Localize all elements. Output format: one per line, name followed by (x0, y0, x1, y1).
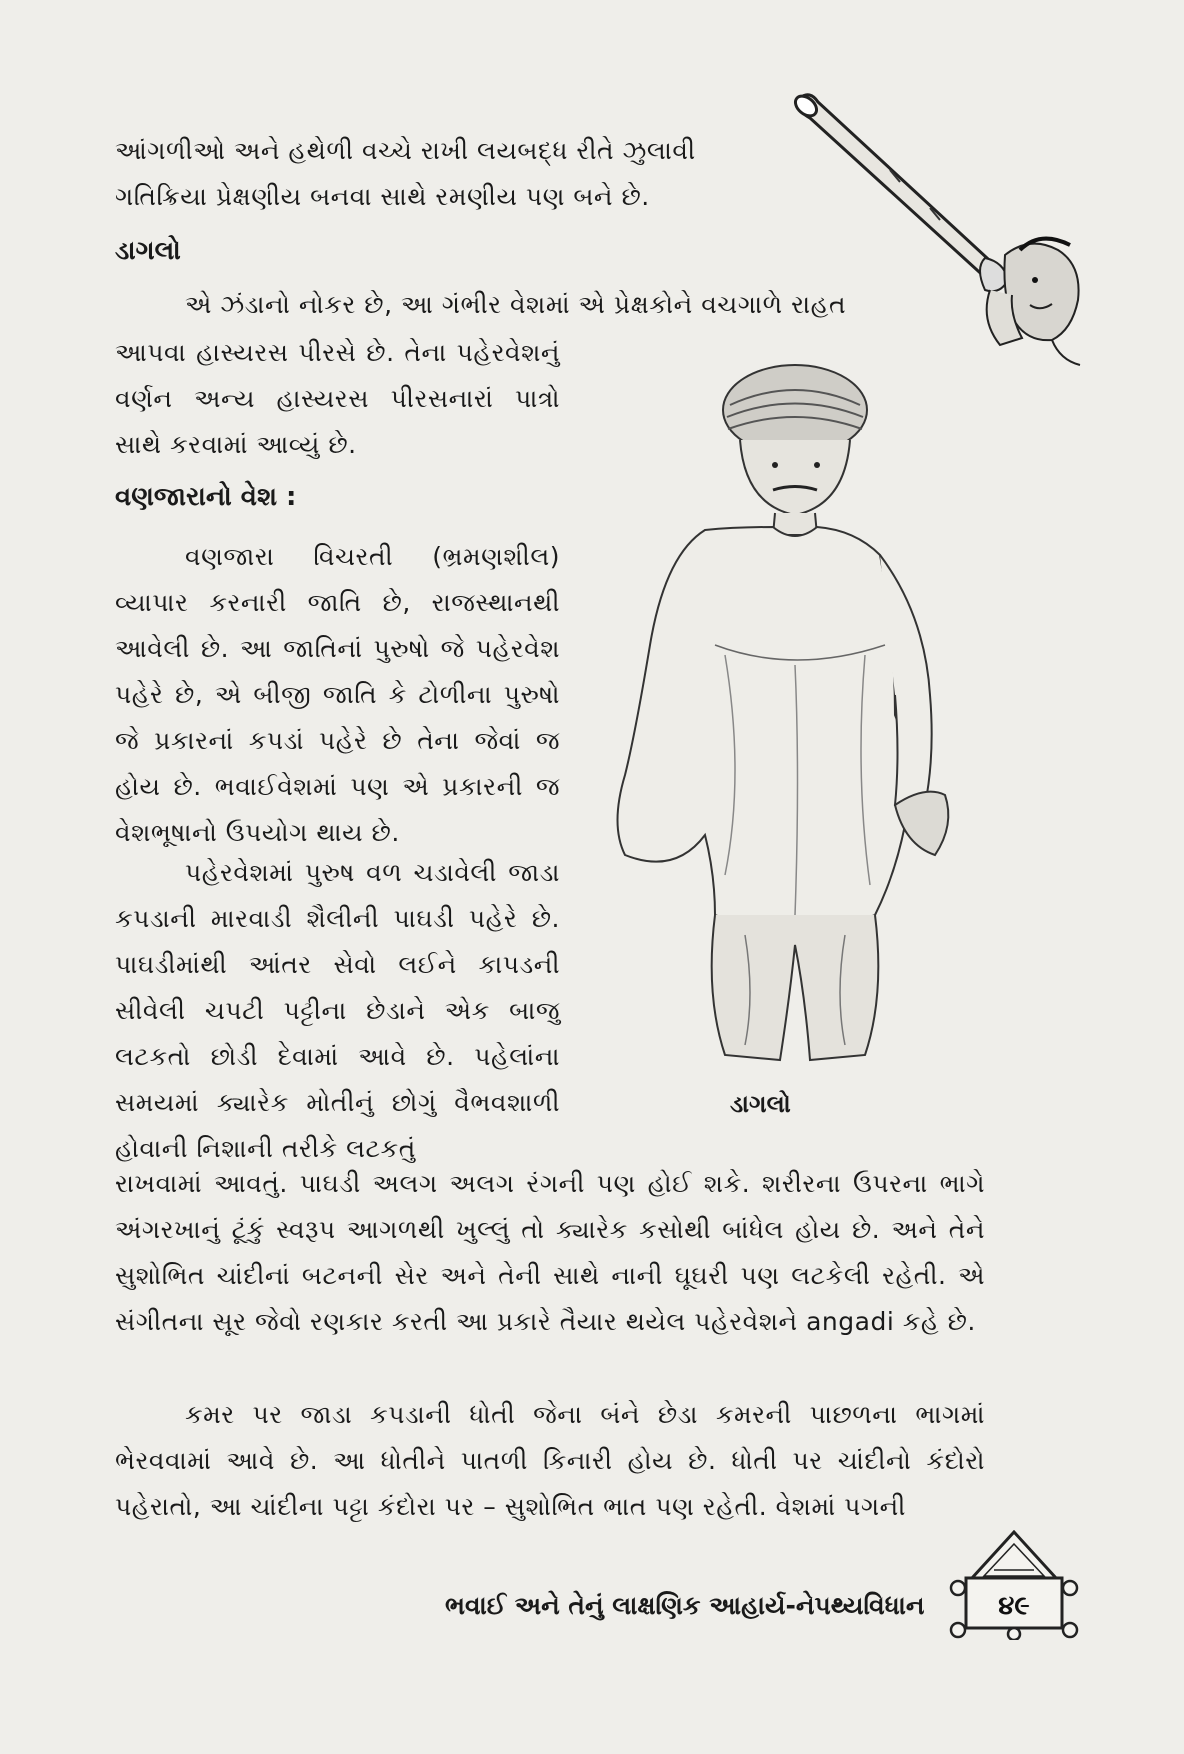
vanjara-para2-narrow-text: પહેરવેશમાં પુરુષ વળ ચડાવેલી જાડા કપડાની મારવાડી શૈલીની પાઘડી પહેરે છે. પાઘડીમાંથી આંતર સેવો લઈને કાપડની સીવેલી ચપટી પટ્ટીના છેડાને એક બાજુ લટકતો છોડી દેવામાં આવે છે. પહેલાંના સમયમાં ક્યારેક મોતીનું છોગું વૈભવશાળી હોવાની નિશાની તરીકે લટકતું (115, 858, 560, 1163)
dagalo-paragraph (115, 282, 915, 328)
dagalo-rest-text: આપવા હાસ્યરસ પીરસે છે. તેના પહેરવેશનું વર્ણન અન્ય હાસ્યરસ પીરસનારાં પાત્રો સાથે કરવામાં આવ્યું છે. (115, 338, 560, 459)
dagalo-line1: એ ઝંડાનો નોકર છે, આ ગંભીર વેશમાં એ પ્રેક્ષકોને વચગાળે રાહત (185, 290, 847, 319)
page-number: ૪૯ (998, 1591, 1030, 1621)
heading-vanjara: વણજારાનો વેશ : (115, 482, 297, 512)
figure-caption: ડાગલો (730, 1090, 791, 1118)
paragraph-top-text: આંગળીઓ અને હથેળી વચ્ચે રાખી લયબદ્ધ રીતે ઝુલાવી ગતિક્રિયા પ્રેક્ષણીય બનવા સાથે રમણીય પણ બને છે. (115, 136, 696, 211)
paragraph-top (115, 128, 775, 220)
footer-book-title: ભવાઈ અને તેનું લાક્ષણિક આહાર્ય-નેપથ્યવિધાન (445, 1591, 925, 1620)
vanjara-para2-full-text: રાખવામાં આવતું. પાઘડી અલગ અલગ રંગની પણ હોઈ શકે. શરીરના ઉપરના ભાગે અંગરખાનું ટૂંકું સ્વરૂપ આગળથી ખુલ્લું તો ક્યારેક કસોથી બાંધેલ હોય છે. અને તેને સુશોભિત ચાંદીનાં બટનની સેર અને તેની સાથે નાની ઘૂઘરી પણ લટકેલી રહેતી. એ સંગીતના સૂર જેવો રણકાર કરતી આ પ્રકારે તૈયાર થયેલ પહેરવેશને angadi કહે છે. (115, 1169, 985, 1336)
dagalo-figure-illustration (595, 355, 990, 1080)
heading-dagalo: ડાગલો (115, 236, 181, 266)
vanjara-paragraph-1 (115, 534, 560, 856)
vanjara-paragraph-3 (115, 1392, 985, 1530)
dagalo-paragraph-rest (115, 330, 560, 468)
trumpet-player-illustration (790, 90, 1100, 370)
page-number-ornament (944, 1530, 1084, 1640)
vanjara-para3-text: કમર પર જાડા કપડાની ધોતી જેના બંને છેડા કમરની પાછળના ભાગમાં ભેરવવામાં આવે છે. આ ધોતીને પાતળી કિનારી હોય છે. ધોતી પર ચાંદીનો કંદોરો પહેરાતો, આ ચાંદીના પટ્ટા કંદોરા પર – સુશોભિત ભાત પણ રહેતી. વેશમાં પગની (115, 1400, 985, 1521)
vanjara-paragraph-2 (115, 850, 560, 1172)
vanjara-para1-text: વણજારા વિચરતી (ભ્રમણશીલ) વ્યાપાર કરનારી જાતિ છે, રાજસ્થાનથી આવેલી છે. આ જાતિનાં પુરુષો જે પહેરવેશ પહેરે છે, એ બીજી જાતિ કે ટોળીના પુરુષો જે પ્રકારનાં કપડાં પહેરે છે તેના જેવાં જ હોય છે. ભવાઈવેશમાં પણ એ પ્રકારની જ વેશભૂષાનો ઉપયોગ થાય છે. (115, 542, 560, 847)
vanjara-paragraph-2-continued (115, 1161, 985, 1345)
